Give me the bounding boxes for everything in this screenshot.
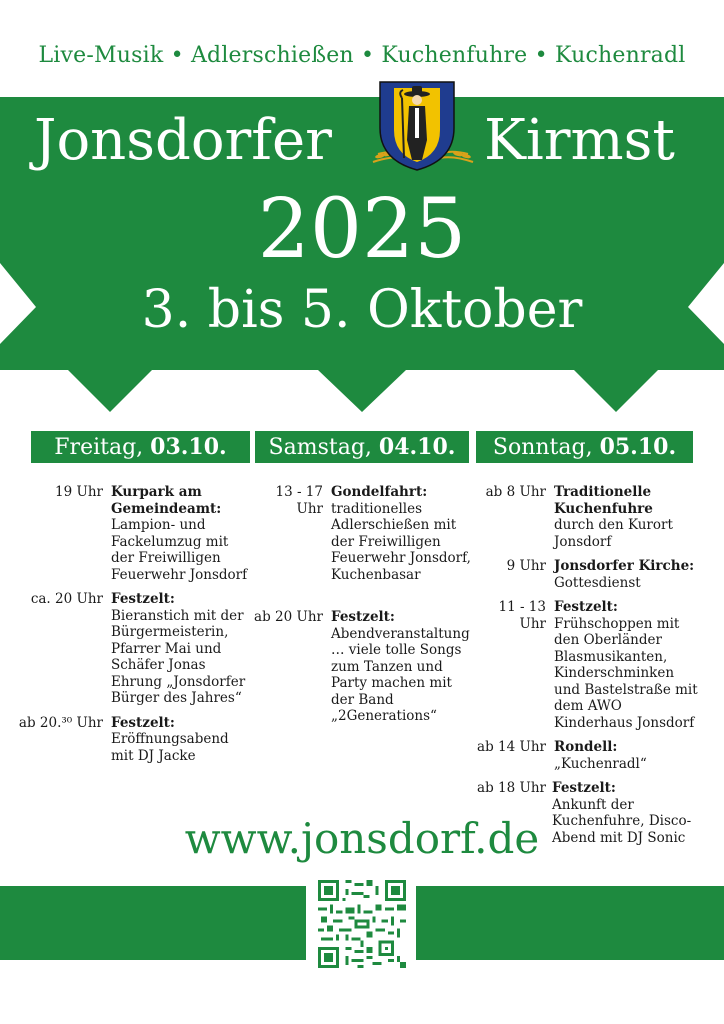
- event-item: [250, 484, 472, 583]
- event-time: ab 14 Uhr: [477, 739, 546, 755]
- year: 2025: [257, 182, 467, 277]
- event-time: ab 20 Uhr: [254, 609, 323, 625]
- event-time: 9 Uhr: [506, 558, 546, 574]
- event-text: Eröffnungsabend mit DJ Jacke: [111, 731, 229, 764]
- event-title: Rondell:: [554, 739, 618, 755]
- date-range: 3. bis 5. Oktober: [141, 280, 583, 340]
- event-title: Gondelfahrt:: [331, 484, 428, 500]
- event-item: [0, 591, 250, 707]
- event-time: ca. 20 Uhr: [30, 591, 103, 607]
- schedule-sunday: [472, 484, 704, 854]
- event-item: [472, 739, 704, 772]
- day-label: Freitag,: [54, 435, 151, 460]
- event-text: traditionelles Adlerschießen mit der Freiwilligen Feuerwehr Jonsdorf, Kuchenbasar: [331, 500, 471, 583]
- website-link[interactable]: www.jonsdorf.de: [184, 814, 540, 863]
- day-date: 04.10.: [378, 434, 456, 460]
- event-text: durch den Kurort Jonsdorf: [554, 517, 673, 550]
- day-header-friday: [31, 431, 250, 463]
- title-kirmst: Kirmst: [484, 108, 675, 173]
- event-text: Bieranstich mit der Bürgermeisterin, Pfarrer Mai und Schäfer Jonas Ehrung „Jonsdorfer Bürger des Jahres“: [111, 607, 246, 706]
- event-title: Jonsdorfer Kirche:: [554, 558, 695, 574]
- event-time: ab 20.³⁰ Uhr: [18, 714, 103, 731]
- event-title: Kurpark am Gemeindeamt:: [111, 484, 222, 517]
- tagline: Live-Musik • Adlerschießen • Kuchenfuhre • Kuchenradl: [38, 43, 686, 68]
- event-time: 19 Uhr: [55, 484, 103, 500]
- day-header-saturday: [255, 431, 469, 463]
- event-title: Festzelt:: [111, 714, 175, 731]
- event-text: Frühschoppen mit den Oberländer Blasmusikanten, Kinderschminken und Bastelstraße mit dem AWO Kinderhaus Jonsdorf: [554, 615, 698, 731]
- event-item: [0, 484, 250, 583]
- event-text: Lampion- und Fackelumzug mit der Freiwilligen Feuerwehr Jonsdorf: [111, 517, 248, 583]
- event-item: [250, 609, 472, 725]
- event-time: 11 - 13 Uhr: [498, 599, 546, 632]
- coat-of-arms-icon: [368, 80, 478, 180]
- event-text: Gottesdienst: [554, 574, 641, 591]
- event-title: Festzelt:: [552, 780, 616, 796]
- event-time: 13 - 17 Uhr: [275, 484, 323, 517]
- schedule-friday: [0, 484, 250, 772]
- event-text: „Kuchenradl“: [554, 755, 647, 772]
- day-header-sunday: [476, 431, 693, 463]
- day-label: Sonntag,: [492, 435, 600, 460]
- day-date: 03.10.: [150, 434, 227, 460]
- day-date: 05.10.: [599, 434, 677, 460]
- event-time: ab 8 Uhr: [485, 484, 546, 500]
- title-jonsdorfer: Jonsdorfer: [34, 108, 332, 173]
- day-label: Samstag,: [268, 435, 379, 460]
- event-text: Abendveranstaltung … viele tolle Songs zum Tanzen und Party machen mit der Band „2Generations“: [331, 625, 470, 724]
- event-item: [472, 558, 704, 591]
- event-time: ab 18 Uhr: [477, 780, 546, 796]
- qr-code-icon[interactable]: [318, 880, 406, 968]
- event-item: [472, 484, 704, 550]
- event-text: Ankunft der Kuchenfuhre, Disco-Abend mit DJ Sonic: [552, 796, 692, 846]
- event-title: Traditionelle Kuchenfuhre: [554, 484, 653, 517]
- event-title: Festzelt:: [554, 599, 618, 615]
- schedule-saturday: [250, 484, 472, 733]
- event-item: [472, 599, 704, 731]
- event-title: Festzelt:: [111, 591, 175, 607]
- event-title: Festzelt:: [331, 609, 395, 625]
- event-item: [0, 715, 250, 765]
